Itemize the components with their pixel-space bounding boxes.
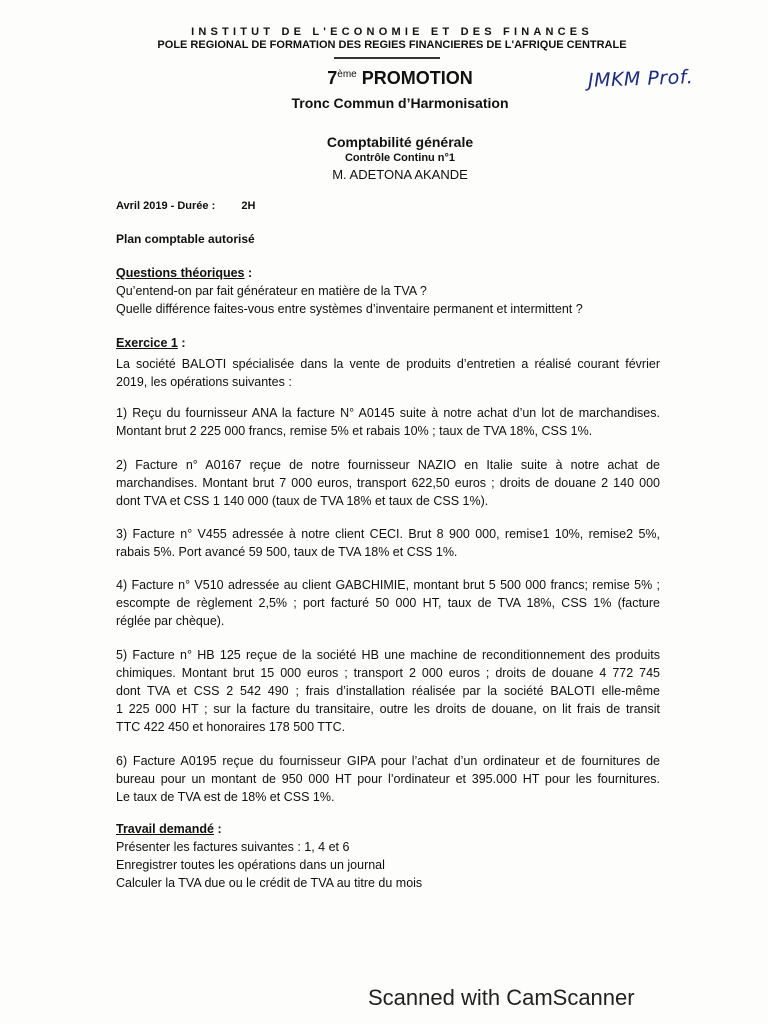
promotion-superscript: ème: [337, 69, 357, 80]
theory-heading-suffix: :: [244, 266, 253, 280]
date-duration-label: Avril 2019 - Durée :: [116, 200, 216, 212]
theory-question-2: Quelle différence faites-vous entre systèmes d’inventaire permanent et intermittent ?: [116, 302, 583, 316]
operation-3: [116, 525, 660, 561]
exam-label: Contrôle Continu n°1: [344, 152, 456, 164]
date-duration-line: [116, 200, 255, 212]
operation-line: 1 225 000 HT ; sur la facture du transitaire, outre les droits de douane, on lit frais de transit: [116, 702, 660, 716]
operation-line: Le taux de TVA est de 18% et CSS 1%.: [116, 790, 335, 804]
promotion-word: PROMOTION: [356, 68, 473, 88]
operation-line: rabais 5%. Port avancé 59 500, taux de TVA 18% et CSS 1%.: [116, 545, 458, 559]
operation-5: [116, 646, 660, 736]
operation-6: [116, 752, 660, 806]
work-heading: [116, 822, 222, 836]
work-heading-text: Travail demandé: [116, 822, 214, 836]
work-task-3: Calculer la TVA due ou le crédit de TVA au titre du mois: [116, 876, 423, 890]
promotion-number: 7: [327, 68, 338, 88]
operation-line: dont TVA et CSS 2 542 490 ; frais d’installation réalisée par la société BALOTI elle-même: [116, 684, 660, 698]
theory-heading-text: Questions théoriques: [116, 266, 245, 280]
operation-line: bureau pour un montant de 950 000 HT pour l’ordinateur et 395.000 HT pour les fournitures.: [116, 772, 660, 786]
operation-line: 4) Facture n° V510 adressée au client GABCHIMIE, montant brut 5 500 000 francs; remise 5% ;: [116, 578, 660, 592]
operation-4: [116, 576, 660, 630]
operation-line: marchandises. Montant brut 7 000 euros, transport 622,50 euros ; droits de douane 2 140 000: [116, 476, 660, 490]
handwritten-note: JMKM Prof.: [587, 66, 694, 92]
operation-line: 3) Facture n° V455 adressée à notre client CECI. Brut 8 900 000, remise1 10%, remise2 5%,: [116, 527, 660, 541]
exercise-heading: [116, 336, 186, 350]
teacher-name: M. ADETONA AKANDE: [332, 167, 468, 182]
operation-1: [116, 404, 660, 440]
operation-line: chimiques. Montant brut 15 000 euros ; transport 2 000 euros ; droits de douane 4 772 745: [116, 666, 660, 680]
operation-line: réglée par chèque).: [116, 614, 225, 628]
exercise-heading-text: Exercice 1: [116, 336, 178, 350]
institute-header: INSTITUT DE L'ECONOMIE ET DES FINANCES: [191, 26, 593, 38]
header-rule: [334, 57, 440, 59]
theory-heading: [116, 266, 252, 280]
camscanner-watermark: Scanned with CamScanner: [368, 985, 635, 1010]
course-title: Comptabilité générale: [326, 134, 474, 150]
operation-line: escompte de règlement 2,5% ; port facturé 50 000 HT, taux de TVA 18%, CSS 1% (facture: [116, 596, 660, 610]
operation-line: 6) Facture A0195 reçue du fournisseur GIPA pour l’achat d’un ordinateur et de fournitures de: [116, 754, 660, 768]
work-task-1: Présenter les factures suivantes : 1, 4 et 6: [116, 840, 350, 854]
operation-2: [116, 456, 660, 510]
exercise-heading-suffix: :: [177, 336, 186, 350]
work-task-2: Enregistrer toutes les opérations dans un journal: [116, 858, 385, 872]
exercise-intro-line: La société BALOTI spécialisée dans la vente de produits d’entretien a réalisé courant février: [116, 357, 660, 371]
exercise-intro-line: 2019, les opérations suivantes :: [116, 375, 292, 389]
theory-question-1: Qu’entend-on par fait générateur en matière de la TVA ?: [116, 284, 427, 298]
duration-value: 2H: [241, 200, 256, 212]
operation-line: Montant brut 2 225 000 francs, remise 5% et rabais 10% ; taux de TVA 18%, CSS 1%.: [116, 424, 593, 438]
operation-line: TTC 422 450 et honoraires 178 500 TTC.: [116, 720, 346, 734]
operation-line: dont TVA et CSS 1 140 000 (taux de TVA 18% et taux de CSS 1%).: [116, 494, 489, 508]
exercise-intro: [116, 355, 660, 391]
work-heading-suffix: :: [213, 822, 222, 836]
operation-line: 1) Reçu du fournisseur ANA la facture N° A0145 suite à notre achat d’un lot de marchandises.: [116, 406, 660, 420]
operation-line: 2) Facture n° A0167 reçue de notre fournisseur NAZIO en Italie suite à notre achat de: [116, 458, 660, 472]
plan-comptable-note: Plan comptable autorisé: [116, 232, 255, 246]
program-title: Tronc Commun d’Harmonisation: [291, 95, 509, 111]
operation-line: 5) Facture n° HB 125 reçue de la société HB une machine de reconditionnement des produits: [116, 648, 660, 662]
pole-header: POLE REGIONAL DE FORMATION DES REGIES FINANCIERES DE L'AFRIQUE CENTRALE: [157, 39, 627, 51]
